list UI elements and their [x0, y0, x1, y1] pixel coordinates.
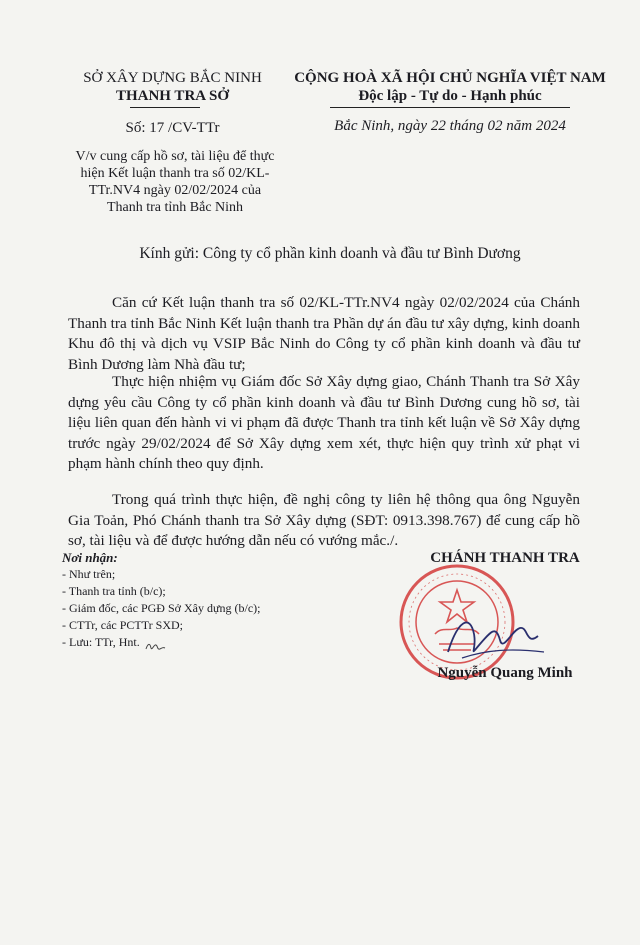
- recipients-list: [62, 566, 332, 651]
- signature-title: CHÁNH THANH TRA: [430, 550, 580, 566]
- handwritten-signature: [440, 600, 550, 670]
- initial-mark: [144, 639, 166, 653]
- agency-name: THANH TRA SỞ: [115, 88, 230, 104]
- document-subject: V/v cung cấp hồ sơ, tài liệu để thực hiện Kết luận thanh tra số 02/KL-TTr.NV4 ngày 02/02/2024 của Thanh tra tỉnh Bắc Ninh: [75, 149, 275, 215]
- list-item: - Như trên;: [62, 567, 116, 581]
- date-line: Bắc Ninh, ngày 22 tháng 02 năm 2024: [334, 118, 566, 134]
- national-title: CỘNG HOÀ XÃ HỘI CHỦ NGHĨA VIỆT NAM: [294, 70, 606, 86]
- list-item: - Lưu: TTr, Hnt.: [62, 635, 140, 649]
- agency-parent: SỞ XÂY DỰNG BẮC NINH: [83, 70, 262, 86]
- agency-underline: [130, 107, 200, 108]
- body-paragraph-3: Trong quá trình thực hiện, đề nghị công ty liên hệ thông qua ông Nguyễn Gia Toản, Phó Chánh thanh tra Sở Xây dựng (SĐT: 0913.398.767) để cung cấp hồ sơ, tài liệu và để được hướng dẫn nếu có vướng mắc./.: [68, 491, 580, 549]
- recipients-title: Nơi nhận:: [62, 550, 118, 565]
- national-motto: Độc lập - Tự do - Hạnh phúc: [358, 88, 542, 104]
- list-item: - Thanh tra tỉnh (b/c);: [62, 584, 166, 598]
- motto-underline: [330, 107, 570, 108]
- signer-name: Nguyễn Quang Minh: [437, 665, 573, 681]
- list-item: - Giám đốc, các PGĐ Sở Xây dựng (b/c);: [62, 601, 261, 615]
- body-paragraph-1: Căn cứ Kết luận thanh tra số 02/KL-TTr.NV4 ngày 02/02/2024 của Chánh Thanh tra tỉnh Bắc Ninh Kết luận thanh tra Phần dự án đầu tư xây dựng, kinh doanh Khu đô thị và dịch vụ VSIP Bắc Ninh do Công ty cổ phần kinh doanh và đầu tư Bình Dương làm Nhà đầu tư;: [68, 294, 580, 373]
- list-item: - CTTr, các PCTTr SXD;: [62, 618, 183, 632]
- document-number: Số: 17 /CV-TTr: [125, 120, 220, 136]
- body-paragraph-2: Thực hiện nhiệm vụ Giám đốc Sở Xây dựng giao, Chánh Thanh tra Sở Xây dựng yêu cầu Công ty cổ phần kinh doanh và đầu tư Bình Dương cung hồ sơ, tài liệu liên quan đến hành vi vi phạm đã được Thanh tra tỉnh kết luận về Sở Xây dựng trước ngày 29/02/2024 để Sở Xây dựng xem xét, thực hiện quy trình xử phạt vi phạm hành chính theo quy định.: [68, 373, 580, 472]
- recipient-line: Kính gửi: Công ty cổ phần kinh doanh và đầu tư Bình Dương: [139, 245, 521, 262]
